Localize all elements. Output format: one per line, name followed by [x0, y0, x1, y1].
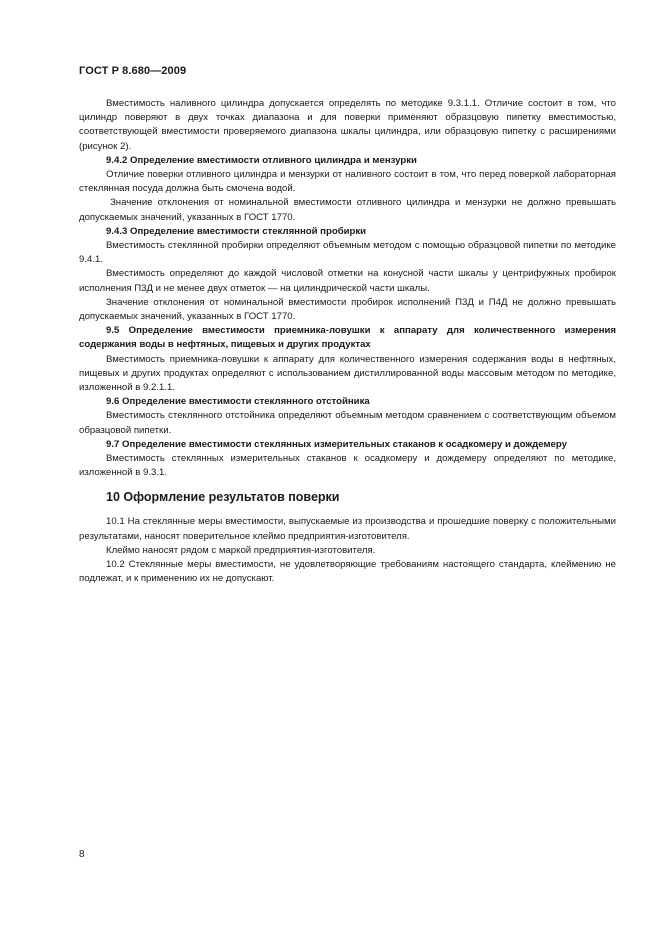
page-number: 8	[79, 849, 85, 860]
paragraph: Значение отклонения от номинальной вместимости пробирок исполнений П3Д и П4Д не должно превышать допускаемых значений, указанных в ГОСТ 1770.	[79, 296, 616, 323]
section-heading: 10 Оформление результатов поверки	[106, 490, 340, 505]
subsection-heading: 9.4.2 Определение вместимости отливного цилиндра и мензурки	[106, 154, 417, 166]
document-header: ГОСТ Р 8.680—2009	[79, 65, 187, 77]
paragraph: Вместимость стеклянной пробирки определяют объемным методом с помощью образцовой пипетки по методике 9.4.1.	[79, 240, 616, 266]
paragraph: Отличие поверки отливного цилиндра и мензурки от наливного состоит в том, что перед поверкой лабораторная стеклянная посуда должна быть смочена водой.	[79, 169, 616, 195]
paragraph: 10.2 Стеклянные меры вместимости, не удовлетворяющие требованиям настоящего стандарта, клеймению не подлежат, и к применению их не допускают.	[79, 559, 616, 585]
paragraph: Вместимость наливного цилиндра допускается определять по методике 9.3.1.1. Отличие состоит в том, что цилиндр поверяют в двух точках диапазона и для поверки применяют образцовую пипетку вместимостью, соответствующей вместимости проверяемого диапазона шкалы цилиндра, или образцовую пипетку с расширениями (рисунок 2).	[79, 98, 616, 152]
subsection-heading: 9.7 Определение вместимости стеклянных измерительных стаканов к осадкомеру и дождемеру	[106, 438, 567, 450]
paragraph: Вместимость определяют до каждой числовой отметки на конусной части шкалы у центрифужных пробирок исполнения П3Д и не менее двух отметок — на цилиндрической части шкалы.	[79, 268, 616, 294]
subsection-heading: 9.6 Определение вместимости стеклянного отстойника	[106, 396, 370, 408]
document-body	[79, 97, 616, 587]
paragraph: 10.1 На стеклянные меры вместимости, выпускаемые из производства и прошедшие поверку с положительными результатами, наносят поверительное клеймо предприятия-изготовителя.	[79, 516, 616, 542]
subsection-heading: 9.4.3 Определение вместимости стеклянной пробирки	[106, 225, 367, 237]
subsection-heading: 9.5 Определение вместимости приемника-ловушки к аппарату для количественного измерения содержания воды в нефтяных, пищевых и других продуктах	[79, 325, 616, 351]
paragraph: Вместимость стеклянного отстойника определяют объемным методом сравнением с соответствующим объемом образцовой пипетки.	[79, 410, 616, 436]
paragraph: Вместимость приемника-ловушки к аппарату для количественного измерения содержания воды в нефтяных, пищевых и других продуктах определяют с использованием дистиллированной воды массовым методом по методике, изложенной в 9.2.1.1.	[79, 353, 616, 394]
paragraph: Вместимость стеклянных измерительных стаканов к осадкомеру и дождемеру определяют по методике, изложенной в 9.3.1.	[79, 453, 616, 479]
paragraph: Значение отклонения от номинальной вместимости отливного цилиндра и мензурки не должно превышать допускаемых значений, указанных в ГОСТ 1770.	[79, 197, 616, 223]
paragraph: Клеймо наносят рядом с маркой предприятия-изготовителя.	[106, 544, 376, 556]
